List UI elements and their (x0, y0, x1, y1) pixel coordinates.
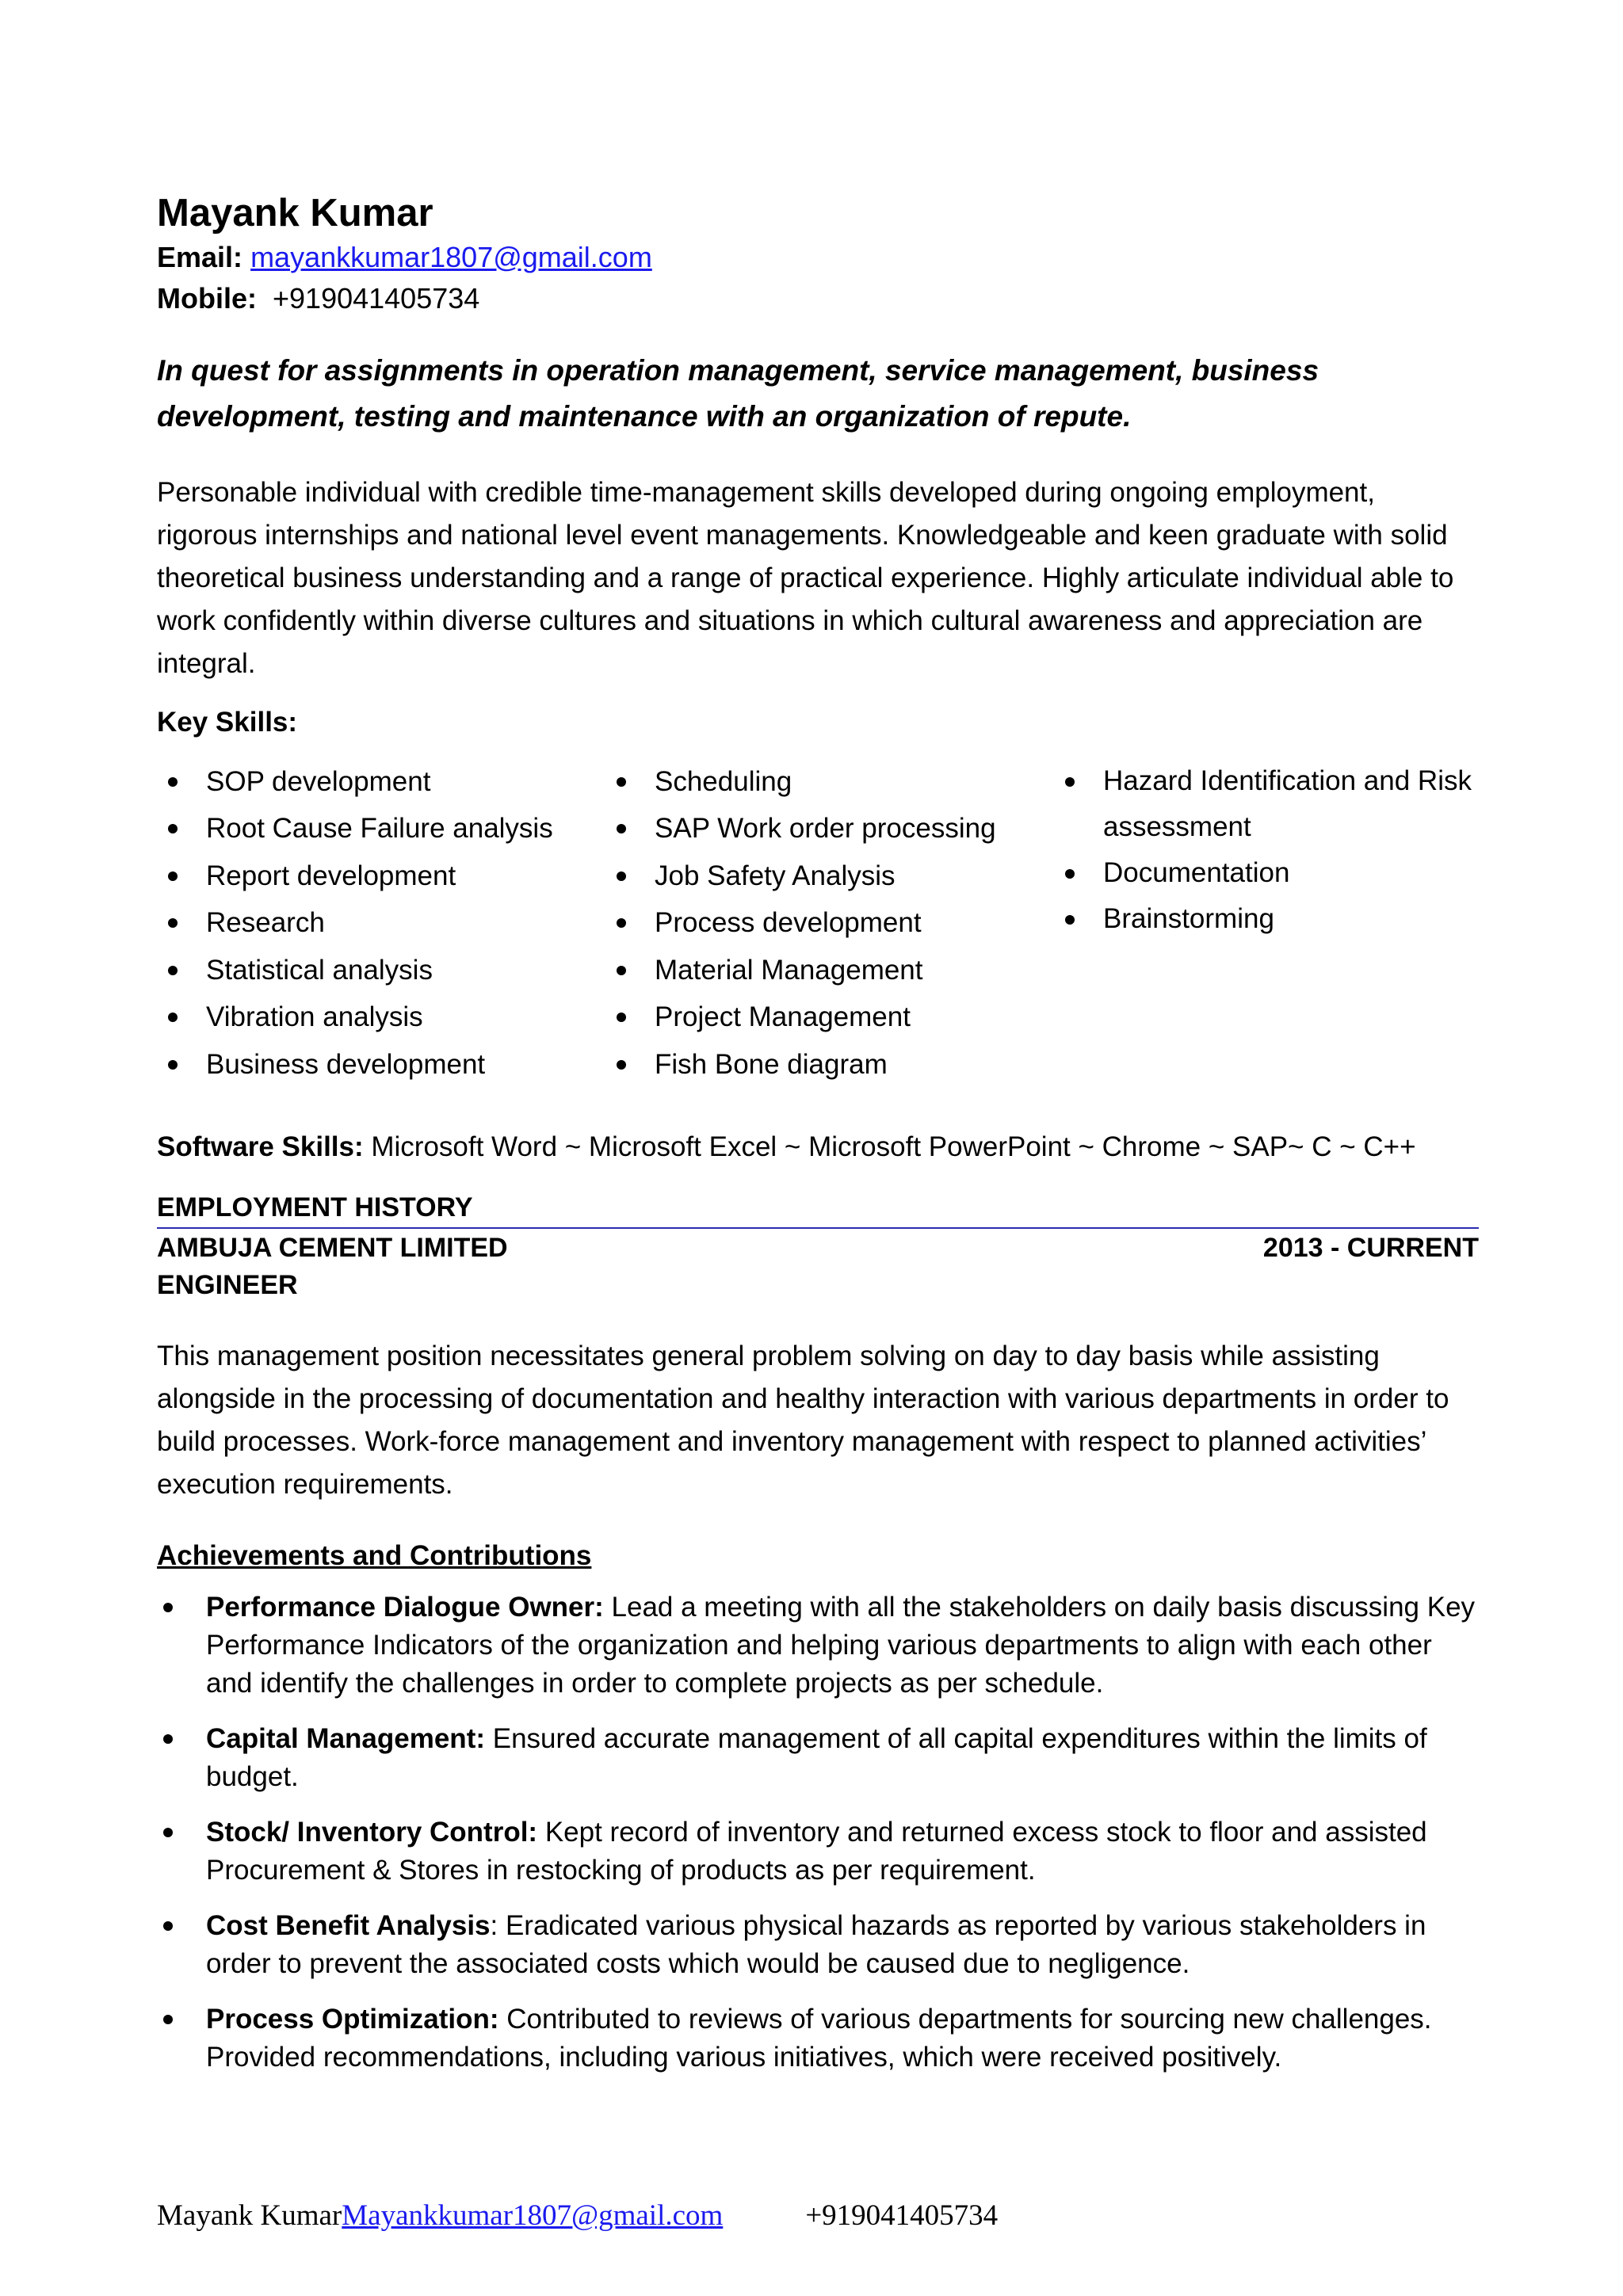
skill-item: SAP Work order processing (605, 805, 1054, 852)
resume-page (157, 190, 1479, 2094)
email-link[interactable]: mayankkumar1807@gmail.com (250, 240, 652, 273)
skill-item: Process development (605, 899, 1054, 947)
skills-column-1 (157, 758, 605, 1089)
achievement-label: Stock/ Inventory Control: (206, 1817, 538, 1848)
email-label: Email: (157, 240, 243, 273)
achievement-item (157, 1814, 1479, 1890)
page-footer (157, 2196, 998, 2236)
software-skills (157, 1126, 1479, 1169)
achievement-label: Capital Management: (206, 1723, 485, 1755)
mobile-line (157, 278, 1479, 319)
software-skills-label: Software Skills: (157, 1131, 364, 1163)
achievement-text: Ensured accurate management of all capital expenditures within the limits of budget. (206, 1723, 1427, 1793)
footer-email-link[interactable]: Mayankkumar1807@gmail.com (342, 2199, 724, 2232)
skill-item: Job Safety Analysis (605, 852, 1054, 900)
achievement-label: Process Optimization: (206, 2004, 499, 2035)
footer-name: Mayank Kumar (157, 2199, 342, 2232)
professional-summary: Personable individual with credible time-management skills developed during ongoing employment, rigorous internships and national level event managements. Knowledgeable and keen graduate with solid theoretical business understanding and a range of practical experience. Highly articulate individual able to work confidently within diverse cultures and situations in which cultural awareness and appreciation are integral. (157, 476, 1454, 679)
skill-item: Root Cause Failure analysis (157, 805, 605, 852)
achievement-item (157, 1907, 1479, 1983)
skill-item: Project Management (605, 994, 1054, 1041)
skill-item: Research (157, 899, 605, 947)
footer-phone: +919041405734 (805, 2199, 999, 2232)
skill-item: Statistical analysis (157, 947, 605, 994)
skill-item: Business development (157, 1041, 605, 1089)
job-period: 2013 - CURRENT (1262, 1233, 1479, 1264)
achievement-label: Cost Benefit Analysis (206, 1910, 491, 1942)
achievement-label: Performance Dialogue Owner: (206, 1592, 604, 1623)
achievement-text: Lead a meeting with all the stakeholders on daily basis discussing Key Performance Indicators of the organization and helping various departments to align with each other and identify the challenges in order to complete projects as per schedule. (206, 1592, 1476, 1699)
achievement-item (157, 1720, 1479, 1796)
achievement-text: Kept record of inventory and returned excess stock to floor and assisted Procurement & Stores in restocking of products as per requirement. (206, 1817, 1427, 1886)
achievements-list (157, 1589, 1479, 2077)
key-skills-grid (157, 758, 1479, 1089)
mobile-label: Mobile: (157, 281, 257, 315)
software-skills-list: Microsoft Word ~ Microsoft Excel ~ Microsoft PowerPoint ~ Chrome ~ SAP~ C ~ C++ (363, 1131, 1416, 1163)
email-line (157, 237, 1479, 278)
objective-statement: In quest for assignments in operation management, service management, business development, testing and maintenance with an organization of repute. (157, 353, 1319, 433)
job-description: This management position necessitates general problem solving on day to day basis while assisting alongside in the processing of documentation and healthy interaction with various departments in order to build processes. Work-force management and inventory management with respect to planned activities’ execution requirements. (157, 1341, 1449, 1501)
achievements-heading: Achievements and Contributions (157, 1540, 592, 1572)
achievement-item (157, 2000, 1479, 2077)
skill-item: Material Management (605, 947, 1054, 994)
skill-item: Vibration analysis (157, 994, 605, 1041)
skill-item: SOP development (157, 758, 605, 806)
skill-item: Report development (157, 852, 605, 900)
skill-item: Brainstorming (1054, 896, 1479, 942)
job-header (157, 1229, 1479, 1267)
candidate-name: Mayank Kumar (157, 192, 433, 235)
achievement-text: : Eradicated various physical hazards as reported by various stakeholders in order to prevent the associated costs which would be caused due to negligence. (206, 1910, 1426, 1980)
skill-item: Documentation (1054, 850, 1479, 896)
skill-item: Scheduling (605, 758, 1054, 806)
skills-column-3 (1054, 758, 1479, 1089)
job-role: ENGINEER (157, 1270, 298, 1301)
skill-item: Fish Bone diagram (605, 1041, 1054, 1089)
mobile-number: +919041405734 (273, 281, 480, 315)
achievement-item (157, 1589, 1479, 1703)
skills-column-2 (605, 758, 1054, 1089)
company-name: AMBUJA CEMENT LIMITED (157, 1233, 508, 1264)
key-skills-heading: Key Skills: (157, 706, 298, 738)
employment-history-heading: EMPLOYMENT HISTORY (157, 1188, 1479, 1229)
achievement-text: Contributed to reviews of various departments for sourcing new challenges. Provided recommendations, including various initiatives, which were received positively. (206, 2004, 1432, 2073)
skill-item: Hazard Identification and Risk assessment (1054, 758, 1479, 850)
